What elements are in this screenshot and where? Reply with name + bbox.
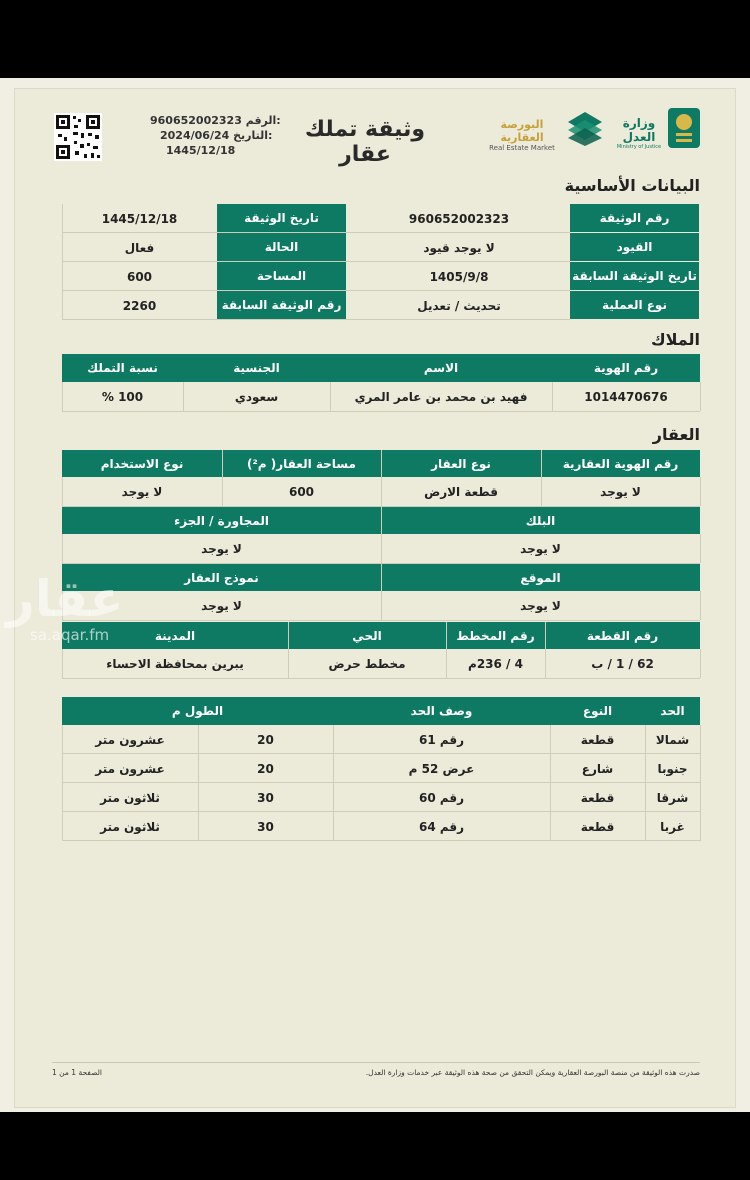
column-header: رقم المخطط [446,622,545,649]
ministry-emblem-icon [668,108,700,148]
column-header: الحد [645,697,700,725]
table-cell: عشرون متر [95,732,165,747]
field-value: تحديث / تعديل [417,298,501,313]
ministry-justice-logo: وزارة العدل Ministry of Justice [616,116,662,150]
page-title: وثيقة تملك عقار [304,117,426,167]
table-cell: 100 % [101,389,144,404]
column-header: المجاورة / الجزء [62,507,381,534]
watermark-text: عقار [6,570,124,628]
table-cell: قطعة الارض [424,484,498,499]
table-cell: قطعة [580,790,615,805]
column-header: الحي [288,622,446,649]
field-value: 960652002323 [408,211,510,226]
doc-number-label: الرقم: [245,114,281,127]
field-label: نوع العملية [570,291,699,319]
column-header: الطول م [62,697,333,725]
column-header: الجنسية [183,354,330,382]
table-cell: رقم 64 [418,819,465,834]
table-cell: فهيد بن محمد بن عامر المري [354,389,528,404]
field-label: تاريخ الوثيقة السابقة [570,262,699,290]
field-label: رقم الوثيقة السابقة [217,291,346,319]
table-cell: لا يوجد [201,598,242,613]
table-cell: 30 [257,790,274,805]
document-meta [150,113,281,158]
table-cell: شمالا [655,732,690,747]
field-label: تاريخ الوثيقة [217,204,346,232]
column-header: رقم الهوية العقارية [541,450,700,477]
column-header: النوع [550,697,645,725]
market-emblem-icon [566,110,604,146]
column-header: نسبة التملك [62,354,183,382]
qr-code-icon [54,113,102,161]
column-header: المدينة [62,622,288,649]
section-title-property: العقار [652,425,700,444]
field-value: لا يوجد قيود [423,240,495,255]
table-cell: عشرون متر [95,761,165,776]
table-cell: 600 [288,484,315,499]
table-cell: 20 [257,732,274,747]
table-cell: مخطط حرض [328,656,406,671]
field-label: المساحة [217,262,346,290]
table-cell: عرض 52 م [408,761,475,776]
field-label: القيود [570,233,699,261]
field-value: 1405/9/8 [429,269,489,284]
table-cell: رقم 60 [418,790,465,805]
table-cell: 62 / 1 / ب [591,656,654,671]
watermark-url: sa.aqar.fm [30,626,110,644]
table-cell: سعودي [234,389,279,404]
field-value: 1445/12/18 [101,211,178,226]
doc-number-value: 960652002323 [150,114,242,127]
field-label: رقم الوثيقة [570,204,699,232]
column-header: نوع العقار [381,450,541,477]
table-cell: غربا [660,819,685,834]
section-title-owners: الملاك [650,330,700,349]
table-cell: لا يوجد [600,484,641,499]
column-header: وصف الحد [333,697,550,725]
table-cell: ثلاثون متر [100,819,160,834]
field-value: فعال [124,240,155,255]
real-estate-market-logo: البورصة العقارية Real Estate Market [489,118,555,152]
table-cell: جنوبا [657,761,688,776]
table-cell: لا يوجد [201,541,242,556]
table-cell: شرقا [656,790,689,805]
table-cell: لا يوجد [121,484,163,499]
table-cell: قطعة [580,732,615,747]
column-header: الموقع [381,564,700,591]
section-title-basic: البيانات الأساسية [564,176,700,195]
field-value: 600 [126,269,153,284]
table-cell: 1014470676 [584,389,668,404]
table-cell: لا يوجد [520,598,561,613]
table-cell: شارع [581,761,614,776]
doc-date-gregorian: 2024/06/24 [160,129,230,142]
table-cell: رقم 61 [418,732,465,747]
column-header: البلك [381,507,700,534]
column-header: مساحة العقار( م²) [222,450,381,477]
table-cell: 20 [257,761,274,776]
column-header: نموذج العقار [62,564,381,591]
footer-note: صدرت هذه الوثيقة من منصة البورصة العقارية ويمكن التحقق من صحة هذه الوثيقة عبر خدمات وزارة العدل. [365,1068,700,1077]
table-cell: ثلاثون متر [100,790,160,805]
table-cell: لا يوجد [520,541,561,556]
field-value: 2260 [122,298,157,313]
column-header: نوع الاستخدام [62,450,222,477]
doc-date-label: التاريخ: [233,129,273,142]
column-header: رقم الهوية [552,354,700,382]
table-cell: 30 [257,819,274,834]
table-cell: قطعة [580,819,615,834]
column-header: رقم القطعة [545,622,700,649]
field-label: الحالة [217,233,346,261]
table-cell: 4 / 236م [468,656,523,671]
page-number: الصفحة 1 من 1 [52,1068,102,1077]
doc-date-hijri: 1445/12/18 [166,144,236,157]
column-header: الاسم [330,354,552,382]
table-cell: يبرين بمحافظة الاحساء [106,656,244,671]
